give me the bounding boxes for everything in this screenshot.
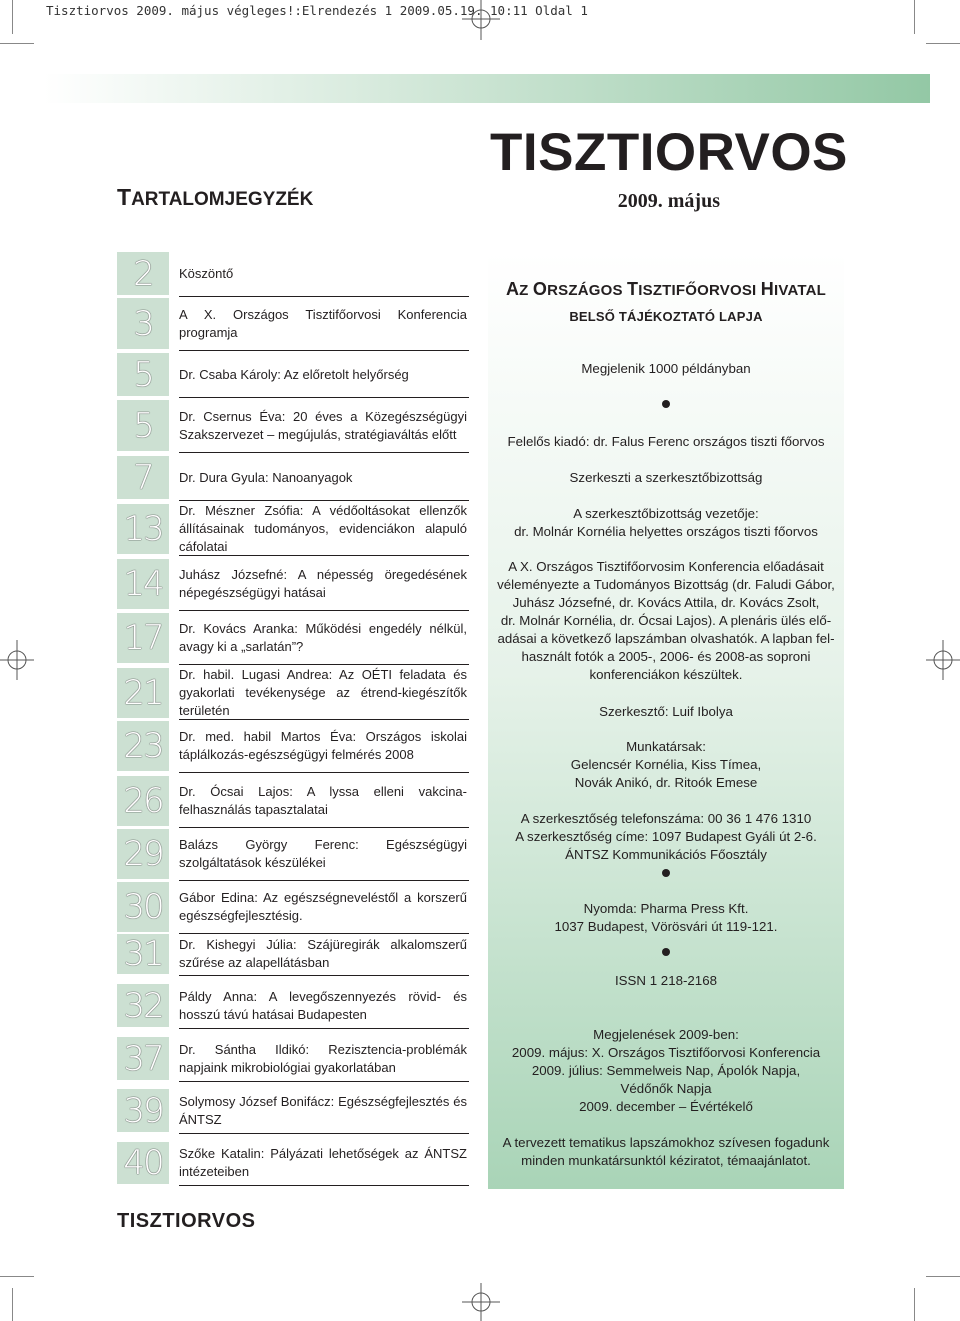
toc-entry-title: Szőke Katalin: Pályázati lehetőségek az ÁNTSZ intézeteiben <box>179 1146 467 1179</box>
toc-divider <box>179 1028 469 1029</box>
registration-mark-left-icon <box>0 640 34 680</box>
toc-divider <box>179 555 469 556</box>
toc-entry[interactable] <box>117 298 469 349</box>
toc-entry[interactable] <box>117 829 469 879</box>
imprint-title <box>488 276 844 330</box>
toc-entry[interactable] <box>117 721 469 771</box>
toc-page-number: 2 <box>117 252 169 295</box>
toc-divider <box>179 975 469 976</box>
crop-mark-bottom-left-v <box>12 1288 13 1321</box>
toc-entry-title: Gábor Edina: Az egészségneveléstől a korszerű egészségfejlesztésig. <box>179 890 467 923</box>
issn: ISSN 1 218-2168 <box>614 973 717 988</box>
toc-entry-title: Dr. med. habil Martos Éva: Országos iskolai táplálkozás-egészségügyi felmérés 2008 <box>179 729 467 762</box>
address: A szerkesztőség címe: 1097 Budapest Gyáli út 2-6. <box>515 829 817 844</box>
print-header: Tisztiorvos 2009. május végleges!:Elrendezés 1 2009.05.19. 10:11 Oldal 1 <box>46 3 588 18</box>
toc-page-number: 7 <box>117 456 169 499</box>
issue-item: 2009. december – Évértékelő <box>579 1099 753 1114</box>
crop-mark-top-left-h <box>0 43 34 44</box>
toc-entry[interactable] <box>117 776 469 826</box>
toc-page-number: 3 <box>117 298 169 349</box>
toc-page-number: 21 <box>117 668 169 718</box>
toc-entry-title: Dr. habil. Lugasi Andrea: Az OÉTI feladata és gyakorlati tevékenysége az étrend-kiegészítők területén <box>179 667 467 718</box>
toc-entry[interactable] <box>117 456 469 499</box>
toc-heading-cap: T <box>117 184 132 210</box>
toc-entry[interactable] <box>117 504 469 554</box>
toc-entry[interactable] <box>117 668 469 718</box>
toc-page-number: 23 <box>117 721 169 771</box>
staff-line: Gelencsér Kornélia, Kiss Tímea, <box>570 757 762 772</box>
issue-date: 2009. május <box>617 190 720 212</box>
title-rest: IVATAL <box>774 282 827 299</box>
toc-divider <box>179 350 469 351</box>
issues-label: Megjelenések 2009-ben: <box>593 1027 739 1042</box>
toc-divider <box>179 296 469 297</box>
review-line: használt fotók a 2005-, 2006- és 2008-as soproni <box>521 649 811 664</box>
toc-entry-title: Dr. Kovács Aranka: Működési engedély nélkül, avagy ki a „sarlatán”? <box>179 621 467 654</box>
bullet-dot-icon <box>662 869 670 877</box>
crop-mark-top-right-h <box>926 43 960 44</box>
issue-item: Védőnők Napja <box>620 1081 712 1096</box>
toc-entry[interactable] <box>117 882 469 932</box>
title-rest: ISZTIFŐORVOSI <box>638 282 761 299</box>
toc-entry-title: Dr. Csaba Károly: Az előretolt helyőrség <box>179 366 409 382</box>
toc-divider <box>179 452 469 453</box>
title-rest: Z <box>519 282 533 299</box>
crop-mark-top-left-v <box>12 0 13 34</box>
toc-divider <box>179 397 469 398</box>
editor: Szerkesztő: Luif Ibolya <box>599 704 733 719</box>
toc-page-number: 17 <box>117 613 169 663</box>
registration-mark-bottom-icon <box>462 1283 500 1321</box>
toc-divider <box>179 827 469 828</box>
toc-entry[interactable] <box>117 613 469 663</box>
title-cap: A <box>505 279 520 299</box>
toc-divider <box>179 1133 469 1134</box>
staff-line: Novák Anikó, dr. Ritoók Emese <box>574 775 758 790</box>
toc-entry[interactable] <box>117 1089 469 1132</box>
crop-mark-bottom-right-v <box>914 1288 915 1321</box>
toc-entry[interactable] <box>117 559 469 609</box>
review-line: A X. Országos Tisztifőorvosim Konferencia előadásait <box>508 559 824 574</box>
toc-page-number: 40 <box>117 1142 169 1184</box>
toc-heading-rest: ARTALOMJEGYZÉK <box>131 189 314 210</box>
print-run: Megjelenik 1000 példányban <box>581 361 751 376</box>
toc-page-number: 37 <box>117 1037 169 1080</box>
office: ÁNTSZ Kommunikációs Főosztály <box>565 847 767 862</box>
crop-mark-bottom-left-h <box>0 1276 34 1277</box>
toc-page-number: 26 <box>117 776 169 826</box>
title-cap: H <box>760 279 774 299</box>
bullet-dot-icon <box>662 948 670 956</box>
toc-entry-title: Dr. Kishegyi Júlia: Szájüregirák alkalomszerű szűrése az alapellátásban <box>179 937 467 970</box>
toc-divider <box>179 772 469 773</box>
toc-entry-title: Dr. Dura Gyula: Nanoanyagok <box>179 469 353 485</box>
review-line: véleményezte a Tudományos Bizottság (dr. Faludi Gábor, <box>497 577 835 592</box>
toc-divider <box>179 719 469 720</box>
toc-entry[interactable] <box>117 1142 469 1184</box>
review-line: konferenciákon készültek. <box>589 667 743 682</box>
toc-page-number: 13 <box>117 504 169 554</box>
toc-divider <box>179 500 469 501</box>
imprint-title-line1 <box>488 276 844 304</box>
toc-page-number: 32 <box>117 984 169 1027</box>
toc-entry[interactable] <box>117 400 469 451</box>
publisher: Felelős kiadó: dr. Falus Ferenc országos tiszti főorvos <box>507 434 825 449</box>
toc-entry-title: Dr. Ócsai Lajos: A lyssa elleni vakcina-felhasználás tapasztalatai <box>179 784 467 817</box>
toc-entry[interactable] <box>117 934 469 974</box>
toc-entry-title: A X. Országos Tisztifőorvosi Konferencia programja <box>179 306 467 340</box>
toc-entry[interactable] <box>117 984 469 1027</box>
toc-page-number: 5 <box>117 353 169 396</box>
toc-entry-title: Páldy Anna: A levegőszennyezés rövid- és hosszú távú hatásai Budapesten <box>179 988 467 1022</box>
bullet-dot-icon <box>662 400 670 408</box>
board-head-name: dr. Molnár Kornélia helyettes országos tiszti főorvos <box>514 524 818 539</box>
registration-mark-right-icon <box>926 640 960 680</box>
issue-item: 2009. május: X. Országos Tisztifőorvosi Konferencia <box>511 1045 821 1060</box>
top-gradient-band <box>44 74 930 103</box>
toc-divider <box>179 1081 469 1082</box>
toc-entry-title: Dr. Sántha Ildikó: Rezisztencia-problémák napjaink mikrobiológiai gyakorlatában <box>179 1041 467 1075</box>
imprint-title-line2: BELSŐ TÁJÉKOZTATÓ LAPJA <box>569 309 763 324</box>
registration-mark-top-icon <box>462 0 500 40</box>
review-line: dr. Molnár Kornélia, dr. Ócsai Lajos). A plenáris ülés elő- <box>500 613 832 628</box>
review-line: adásai a következő lapszámban olvashatók. A lapban fel- <box>497 631 835 646</box>
crop-mark-top-right-v <box>914 0 915 34</box>
edited-by: Szerkeszti a szerkesztőbizottság <box>569 470 763 485</box>
magazine-title: TISZTIORVOS <box>490 123 848 182</box>
toc-entry-title: Balázs György Ferenc: Egészségügyi szolgáltatások készülékei <box>179 837 467 870</box>
toc-page-number: 30 <box>117 882 169 932</box>
printer-address: 1037 Budapest, Vörösvári út 119-121. <box>554 919 778 934</box>
toc-divider <box>179 1185 469 1186</box>
toc-entry-title: Juhász Józsefné: A népesség öregedésének népegészségügyi hatásai <box>179 567 467 600</box>
toc-page-number: 29 <box>117 829 169 879</box>
toc-entry-title: Dr. Mészner Zsófia: A védőoltásokat ellenzők állításainak tudományos, evidenciákon alapuló cáfolatai <box>179 503 467 554</box>
title-cap: T <box>627 279 639 299</box>
toc-entry[interactable] <box>117 252 469 295</box>
toc-entry-title: Köszöntő <box>179 265 234 281</box>
toc-divider <box>179 880 469 881</box>
title-rest: RSZÁGOS <box>547 282 628 299</box>
toc-entry-title: Solymosy József Bonifácz: Egészségfejlesztés és ÁNTSZ <box>179 1093 467 1127</box>
toc-heading <box>117 184 313 211</box>
toc-page-number: 5 <box>117 400 169 451</box>
staff-label: Munkatársak: <box>626 739 706 754</box>
toc-page-number: 31 <box>117 934 169 974</box>
review-line: Juhász Józsefné, dr. Kovács Attila, dr. Kovács Zsolt, <box>512 595 820 610</box>
toc-page-number: 14 <box>117 559 169 609</box>
toc-divider <box>179 610 469 611</box>
toc-entry-title: Dr. Csernus Éva: 20 éves a Közegészségügyi Szakszervezet – megújulás, stratégiaváltás előtt <box>179 408 467 442</box>
title-cap: O <box>532 279 548 299</box>
phone: A szerkesztőség telefonszáma: 00 36 1 476 1310 <box>520 811 812 826</box>
closing-line: minden munkatársunktól kéziratot, témaajánlatot. <box>521 1153 811 1168</box>
issue-item: 2009. július: Semmelweis Nap, Ápolók Napja, <box>531 1063 801 1078</box>
imprint-box <box>488 252 844 1189</box>
closing-line: A tervezett tematikus lapszámokhoz szívesen fogadunk <box>502 1135 830 1150</box>
printer: Nyomda: Pharma Press Kft. <box>583 901 749 916</box>
toc-divider <box>179 664 469 665</box>
board-head-label: A szerkesztőbizottság vezetője: <box>573 506 759 521</box>
toc-entry[interactable] <box>117 1037 469 1080</box>
crop-mark-bottom-right-h <box>926 1276 960 1277</box>
footer-title: TISZTIORVOS <box>117 1210 256 1232</box>
toc-entry[interactable] <box>117 353 469 396</box>
toc-page-number: 39 <box>117 1089 169 1132</box>
